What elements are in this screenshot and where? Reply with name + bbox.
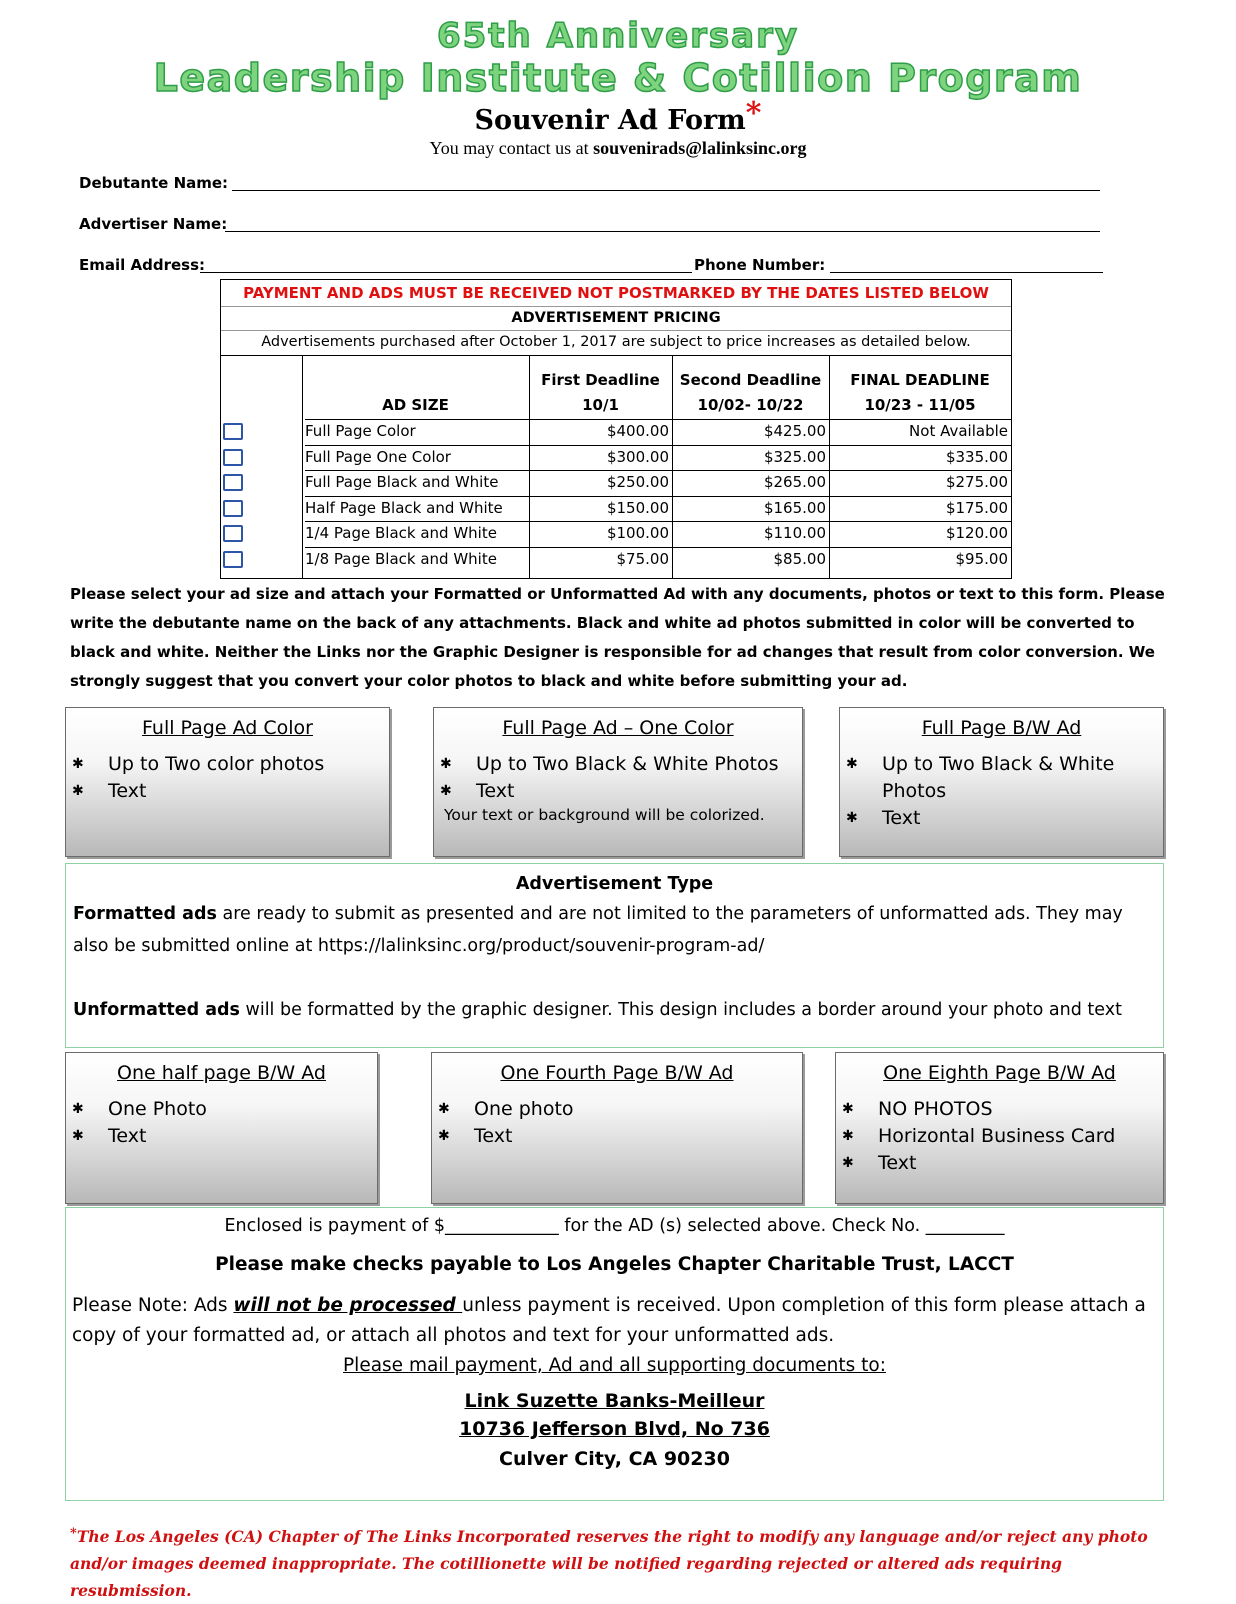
asterisk-bullet-icon: ✱ bbox=[72, 783, 84, 799]
email-address-field[interactable] bbox=[200, 272, 692, 273]
ad-option-title: One Eighth Page B/W Ad bbox=[883, 1062, 1116, 1084]
pricing-note: Advertisements purchased after October 1, 2017 are subject to price increases as detailed below. bbox=[221, 330, 1011, 356]
col-ad-size: AD SIZE bbox=[382, 396, 449, 414]
advertisement-type-heading: Advertisement Type bbox=[515, 874, 714, 894]
asterisk-bullet-icon: ✱ bbox=[842, 1155, 854, 1171]
final-deadline-price: $120.00 bbox=[945, 524, 1008, 542]
asterisk-bullet-icon: ✱ bbox=[72, 1101, 84, 1117]
contact-email: souvenirads@lalinksinc.org bbox=[593, 138, 807, 158]
payment-enclosed-line[interactable]: Enclosed is payment of $_____________ for the AD (s) selected above. Check No. _________ bbox=[224, 1216, 1005, 1236]
ad-size-cell: 1/4 Page Black and White bbox=[305, 524, 497, 542]
first-deadline-price: $75.00 bbox=[616, 549, 669, 568]
asterisk-bullet-icon: ✱ bbox=[440, 783, 452, 799]
ad-size-cell: Full Page Color bbox=[305, 422, 416, 440]
checks-payable-line: Please make checks payable to Los Angeles Chapter Charitable Trust, LACCT bbox=[215, 1254, 1014, 1275]
ad-option-item: ✱ Text bbox=[66, 778, 389, 805]
asterisk-bullet-icon: ✱ bbox=[842, 1101, 854, 1117]
ad-option-full-page-color[interactable] bbox=[65, 707, 390, 857]
advertisement-type-section bbox=[65, 863, 1164, 1048]
ad-option-note: Your text or background will be colorized. bbox=[444, 806, 765, 824]
ad-option-item: ✱ Text bbox=[836, 1150, 1163, 1177]
pricing-table bbox=[220, 279, 1012, 579]
ad-option-item: ✱ Up to Two Black & White Photos bbox=[434, 751, 802, 778]
ad-size-checkbox[interactable] bbox=[223, 500, 243, 517]
ad-option-title: One Fourth Page B/W Ad bbox=[500, 1062, 734, 1084]
ad-size-cell: Half Page Black and White bbox=[305, 498, 503, 517]
ad-option-item: ✱ Horizontal Business Card bbox=[836, 1123, 1163, 1150]
advertiser-name-field[interactable] bbox=[225, 231, 1100, 232]
ad-size-cell: Full Page Black and White bbox=[305, 473, 499, 491]
ad-option-full-page-one-color[interactable] bbox=[433, 707, 803, 857]
mail-instructions-heading: Please mail payment, Ad and all supporting documents to: bbox=[343, 1355, 886, 1376]
anniversary-heading: 65th Anniversary bbox=[436, 16, 800, 56]
ad-option-item: ✱ Text bbox=[432, 1123, 802, 1150]
ad-option-item: ✱ NO PHOTOS bbox=[836, 1096, 1163, 1123]
payment-section bbox=[65, 1207, 1164, 1501]
ad-size-cell: 1/8 Page Black and White bbox=[305, 549, 497, 568]
first-deadline-price: $400.00 bbox=[606, 422, 669, 440]
final-deadline-price: Not Available bbox=[909, 422, 1008, 440]
ad-option-title: One half page B/W Ad bbox=[117, 1062, 326, 1084]
ad-option-title: Full Page Ad Color bbox=[142, 717, 313, 739]
disclaimer-footnote: *The Los Angeles (CA) Chapter of The Links Incorporated reserves the right to modify any language and/or reject any photo and/or images deemed inappropriate. The cotillionette will be notified regarding rejected or altered ads requiring resubmission. bbox=[70, 1526, 1148, 1600]
col-final-deadline: FINAL DEADLINE 10/23 - 11/05 bbox=[850, 371, 990, 414]
col-first-deadline: First Deadline 10/1 bbox=[541, 371, 660, 414]
ad-option-title: Full Page Ad – One Color bbox=[502, 717, 734, 739]
final-deadline-price: $95.00 bbox=[955, 549, 1008, 568]
ad-option-item: ✱ One Photo bbox=[66, 1096, 377, 1123]
ad-option-half-page-bw[interactable] bbox=[65, 1052, 378, 1204]
debutante-name-label: Debutante Name: bbox=[79, 174, 229, 192]
email-address-label: Email Address: bbox=[79, 256, 206, 274]
asterisk-bullet-icon: ✱ bbox=[846, 810, 858, 826]
ad-size-checkbox[interactable] bbox=[223, 525, 243, 542]
first-deadline-price: $250.00 bbox=[606, 473, 669, 491]
first-deadline-price: $100.00 bbox=[606, 524, 669, 542]
ad-option-quarter-page-bw[interactable] bbox=[431, 1052, 803, 1204]
pricing-heading: ADVERTISEMENT PRICING bbox=[221, 306, 1011, 331]
ad-size-checkbox[interactable] bbox=[223, 449, 243, 466]
phone-number-label: Phone Number: bbox=[694, 256, 826, 274]
asterisk-bullet-icon: ✱ bbox=[842, 1128, 854, 1144]
asterisk-bullet-icon: ✱ bbox=[438, 1128, 450, 1144]
deadline-warning: PAYMENT AND ADS MUST BE RECEIVED NOT POSTMARKED BY THE DATES LISTED BELOW bbox=[221, 280, 1011, 307]
instructions-text: Please select your ad size and attach your Formatted or Unformatted Ad with any documents, photos or text to this form. Please write the debutante name on the back of any attachments. Black and white ad photos submitted in color will be converted to black and white. Neither the Links nor the Graphic Designer is responsible for ad changes that result from color conversion. We strongly suggest that you convert your color photos to black and white before submitting your ad. bbox=[70, 585, 1165, 690]
second-deadline-price: $425.00 bbox=[763, 422, 826, 440]
asterisk-bullet-icon: ✱ bbox=[72, 756, 84, 772]
ad-option-item: ✱ Up to Two Black & White Photos bbox=[846, 753, 1115, 802]
mailing-recipient: Link Suzette Banks-Meilleur bbox=[464, 1390, 765, 1412]
mailing-street: 10736 Jefferson Blvd, No 736 bbox=[459, 1418, 770, 1440]
form-title: Souvenir Ad Form* bbox=[474, 96, 762, 136]
first-deadline-price: $300.00 bbox=[606, 447, 669, 466]
first-deadline-price: $150.00 bbox=[606, 498, 669, 517]
col-second-deadline: Second Deadline 10/02- 10/22 bbox=[679, 371, 822, 414]
processing-note: Please Note: Ads will not be processed unless payment is received. Upon completion of this form please attach a copy of your formatted ad, or attach all photos and text for your unformatted ads. bbox=[72, 1295, 1146, 1346]
asterisk-bullet-icon: ✱ bbox=[846, 756, 858, 772]
ad-size-checkbox[interactable] bbox=[223, 423, 243, 440]
ad-option-full-page-bw[interactable] bbox=[839, 707, 1164, 857]
ad-option-item: ✱ One photo bbox=[432, 1096, 802, 1123]
asterisk-bullet-icon: ✱ bbox=[440, 756, 452, 772]
contact-line: You may contact us at souvenirads@lalinksinc.org bbox=[429, 138, 807, 158]
title-asterisk: * bbox=[745, 96, 762, 131]
second-deadline-price: $85.00 bbox=[773, 549, 826, 568]
ad-option-eighth-page-bw[interactable] bbox=[835, 1052, 1164, 1204]
program-heading: Leadership Institute & Cotillion Program bbox=[153, 56, 1083, 100]
phone-number-field[interactable] bbox=[830, 272, 1103, 273]
ad-option-item: ✱ Text bbox=[434, 778, 802, 805]
ad-size-checkbox[interactable] bbox=[223, 474, 243, 491]
second-deadline-price: $110.00 bbox=[763, 524, 826, 542]
second-deadline-price: $165.00 bbox=[763, 498, 826, 517]
ad-option-item: ✱ Text bbox=[66, 1123, 377, 1150]
ad-size-checkbox[interactable] bbox=[223, 551, 243, 568]
final-deadline-price: $175.00 bbox=[945, 498, 1008, 517]
final-deadline-price: $275.00 bbox=[945, 473, 1008, 491]
advertiser-name-label: Advertiser Name: bbox=[79, 215, 228, 233]
asterisk-bullet-icon: ✱ bbox=[438, 1101, 450, 1117]
ad-option-item: ✱ Text bbox=[840, 805, 1163, 832]
asterisk-bullet-icon: ✱ bbox=[72, 1128, 84, 1144]
mailing-city: Culver City, CA 90230 bbox=[499, 1448, 730, 1470]
ad-option-title: Full Page B/W Ad bbox=[921, 717, 1082, 739]
second-deadline-price: $325.00 bbox=[763, 447, 826, 466]
ad-size-cell: Full Page One Color bbox=[305, 447, 451, 466]
unformatted-ads-text: Unformatted ads will be formatted by the graphic designer. This design includes a border around your photo and text bbox=[73, 1000, 1122, 1020]
debutante-name-field[interactable] bbox=[232, 190, 1100, 191]
ad-option-item: ✱ Up to Two color photos bbox=[66, 751, 389, 778]
second-deadline-price: $265.00 bbox=[763, 473, 826, 491]
final-deadline-price: $335.00 bbox=[945, 447, 1008, 466]
formatted-ads-text: Formatted ads are ready to submit as presented and are not limited to the parameters of unformatted ads. They may also be submitted online at https://lalinksinc.org/product/souvenir-program-ad/ bbox=[73, 904, 1123, 956]
